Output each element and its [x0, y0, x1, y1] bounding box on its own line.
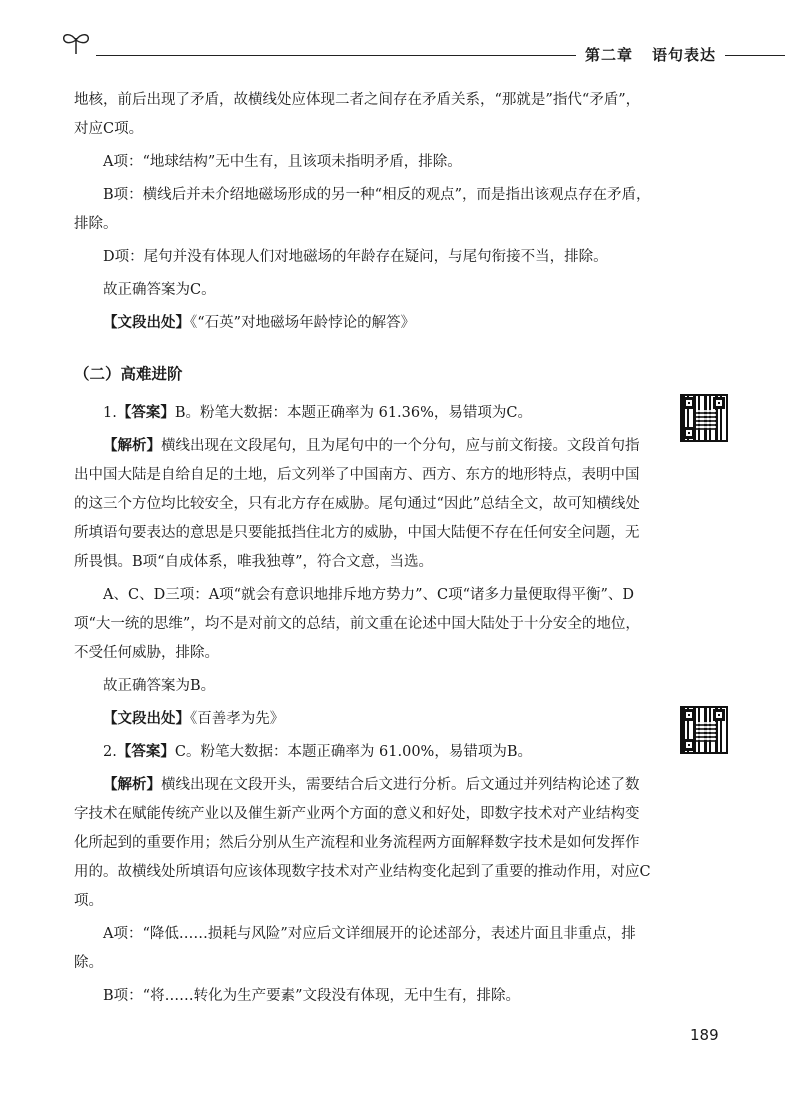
- qr-code-icon[interactable]: [680, 394, 728, 442]
- source-line: [74, 705, 652, 734]
- analysis-paragraph: [74, 771, 652, 916]
- analysis-tag: 【解析】: [103, 777, 161, 793]
- page-body: [74, 86, 652, 1011]
- page-header: [0, 0, 800, 70]
- question-number: 2.: [103, 744, 117, 760]
- answer-text: C。粉笔大数据：本题正确率为 61.00%，易错项为B。: [174, 744, 532, 760]
- source-text: 《百善孝为先》: [190, 711, 285, 727]
- header-rule-left: [96, 55, 576, 56]
- source-text: 《“石英”对地磁场年龄悖论的解答》: [190, 315, 416, 331]
- answer-line: [74, 399, 652, 428]
- paragraph: A项：“降低……损耗与风险”对应后文详细展开的论述部分，表述片面且非重点，排除。: [74, 926, 636, 971]
- answer-tag: 【答案】: [116, 405, 175, 421]
- section-title: 语句表达: [652, 46, 717, 64]
- header-rule-right: [725, 55, 785, 56]
- paragraph: 故正确答案为C。: [103, 282, 216, 298]
- paragraph: D项：尾句并没有体现人们对地磁场的年龄存在疑问，与尾句衔接不当，排除。: [103, 249, 608, 265]
- sprout-icon: [58, 30, 94, 56]
- analysis-text: 横线出现在文段开头，需要结合后文进行分析。后文通过并列结构论述了数字技术在赋能传统产业以及催生新产业两个方面的意义和好处，即数字技术对产业结构变化所起到的重要作用；然后分别从生产流程和业务流程两方面解释数字技术是如何发挥作用的。故横线处所填语句应该体现数字技术对产业结构变化起到了重要的推动作用，对应C项。: [74, 777, 651, 909]
- paragraph: 地核，前后出现了矛盾，故横线处应体现二者之间存在矛盾关系，“那就是”指代“矛盾”，对应C项。: [74, 92, 641, 137]
- chapter-title: 第二章: [585, 46, 634, 64]
- answer-text: B。粉笔大数据：本题正确率为 61.36%，易错项为C。: [174, 405, 532, 421]
- qr-code-icon[interactable]: [680, 706, 728, 754]
- section-heading: （二）高难进阶: [74, 365, 183, 383]
- analysis-paragraph: [74, 432, 652, 577]
- paragraph: A项：“地球结构”无中生有，且该项未指明矛盾，排除。: [103, 154, 462, 170]
- source-line: [74, 309, 652, 338]
- source-tag: 【文段出处】: [103, 711, 190, 727]
- paragraph: A、C、D三项：A项“就会有意识地排斥地方势力”、C项“诸多力量便取得平衡”、D项“大一统的思维”，均不是对前文的总结，前文重在论述中国大陆处于十分安全的地位，不受任何威胁，排除。: [74, 587, 640, 661]
- paragraph: B项：“将……转化为生产要素”文段没有体现，无中生有，排除。: [103, 988, 520, 1004]
- source-tag: 【文段出处】: [103, 315, 190, 331]
- page-number: 189: [690, 1026, 719, 1044]
- analysis-text: 横线出现在文段尾句，且为尾句中的一个分句，应与前文衔接。文段首句指出中国大陆是自给自足的土地，后文列举了中国南方、西方、东方的地形特点，表明中国的这三个方位均比较安全，只有北方存在威胁。尾句通过“因此”总结全文，故可知横线处所填语句要表达的意思是只要能抵挡住北方的威胁，中国大陆便不存在任何安全问题，无所畏惧。B项“自成体系，唯我独尊”，符合文意，当选。: [74, 438, 640, 570]
- paragraph: 故正确答案为B。: [103, 678, 216, 694]
- analysis-tag: 【解析】: [103, 438, 161, 454]
- question-number: 1.: [103, 405, 117, 421]
- answer-line: [74, 738, 652, 767]
- answer-tag: 【答案】: [116, 744, 175, 760]
- paragraph: B项：横线后并未介绍地磁场形成的另一种“相反的观点”，而是指出该观点存在矛盾，排除。: [74, 187, 651, 232]
